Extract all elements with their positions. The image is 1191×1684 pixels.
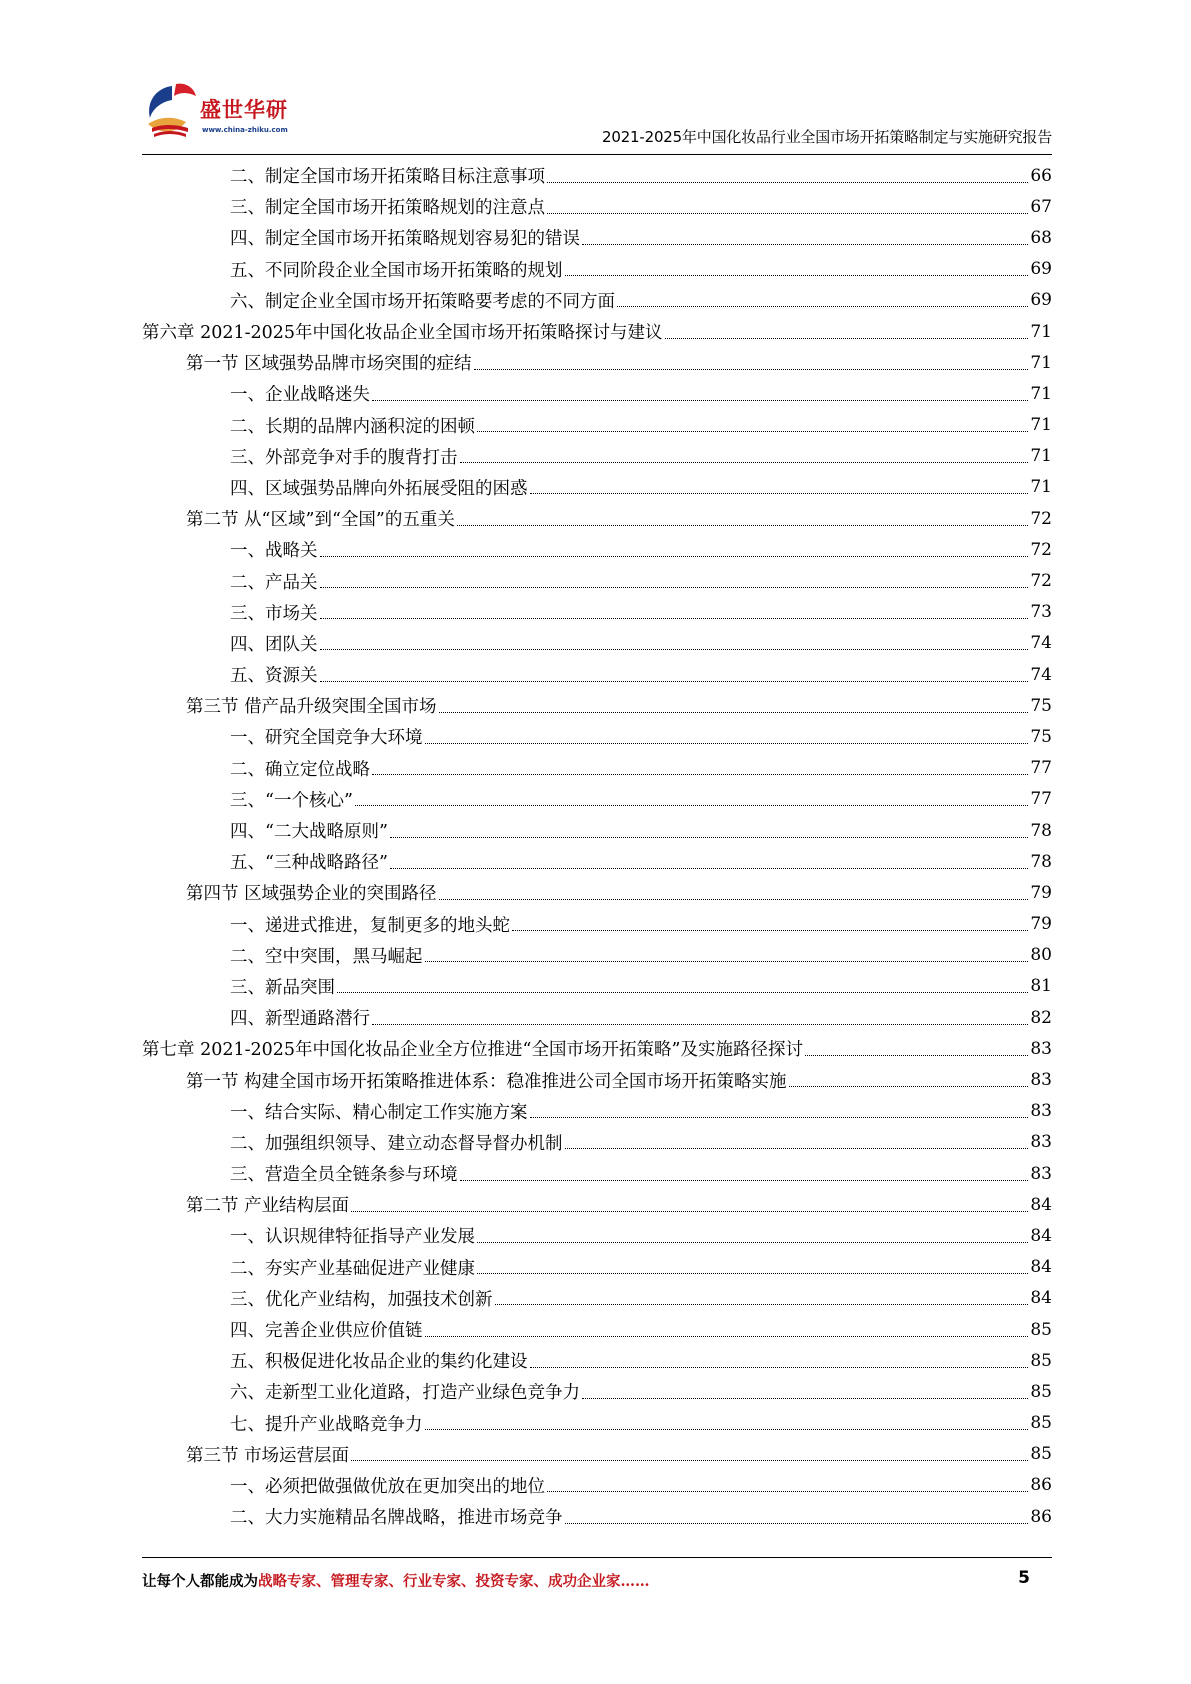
toc-entry-page: 74: [1030, 664, 1052, 685]
toc-entry-title: 第一节 构建全国市场开拓策略推进体系：稳准推进公司全国市场开拓策略实施: [186, 1071, 787, 1092]
toc-entry-title: 二、夯实产业基础促进产业健康: [230, 1258, 475, 1279]
toc-entry[interactable]: [142, 690, 1052, 721]
toc-entry-page: 71: [1030, 477, 1052, 498]
toc-dot-leader: [460, 461, 1029, 463]
toc-entry-title: 二、产品关: [230, 572, 318, 593]
toc-dot-leader: [320, 586, 1029, 588]
toc-entry[interactable]: [142, 877, 1052, 908]
toc-dot-leader: [530, 1366, 1029, 1368]
toc-entry-title: 一、必须把做强做优放在更加突出的地位: [230, 1476, 545, 1497]
toc-dot-leader: [337, 991, 1028, 993]
toc-entry-title: 三、营造全员全链条参与环境: [230, 1165, 458, 1186]
page-header: [142, 78, 1052, 150]
toc-entry[interactable]: [142, 503, 1052, 534]
toc-entry-title: 三、外部竞争对手的腹背打击: [230, 447, 458, 468]
toc-entry[interactable]: [142, 1408, 1052, 1439]
toc-entry-title: 三、“一个核心”: [230, 790, 353, 811]
toc-dot-leader: [582, 1397, 1028, 1399]
toc-entry[interactable]: [142, 1189, 1052, 1220]
toc-entry-page: 81: [1030, 976, 1052, 997]
toc-entry-title: 四、制定全国市场开拓策略规划容易犯的错误: [230, 229, 580, 250]
toc-dot-leader: [320, 617, 1029, 619]
toc-entry[interactable]: [142, 1314, 1052, 1345]
toc-dot-leader: [425, 1428, 1029, 1430]
toc-dot-leader: [565, 1147, 1029, 1149]
toc-entry-page: 86: [1030, 1475, 1052, 1496]
toc-entry-title: 二、大力实施精品名牌战略，推进市场竞争: [230, 1508, 563, 1529]
toc-entry-page: 84: [1030, 1257, 1052, 1278]
toc-entry[interactable]: [142, 909, 1052, 940]
toc-entry[interactable]: [142, 659, 1052, 690]
toc-entry-page: 75: [1030, 695, 1052, 716]
toc-entry-page: 69: [1030, 259, 1052, 280]
toc-entry-page: 72: [1030, 571, 1052, 592]
toc-dot-leader: [390, 867, 1028, 869]
toc-entry-page: 66: [1030, 165, 1052, 186]
toc-dot-leader: [477, 1272, 1028, 1274]
toc-entry-title: 五、资源关: [230, 666, 318, 687]
toc-entry[interactable]: [142, 534, 1052, 565]
toc-dot-leader: [547, 212, 1028, 214]
toc-entry-page: 77: [1030, 758, 1052, 779]
toc-entry-page: 85: [1030, 1413, 1052, 1434]
toc-entry-title: 四、团队关: [230, 634, 318, 655]
toc-entry[interactable]: [142, 378, 1052, 409]
toc-entry-page: 82: [1030, 1007, 1052, 1028]
toc-entry-page: 83: [1030, 1132, 1052, 1153]
toc-entry-page: 67: [1030, 196, 1052, 217]
page-footer: [142, 1570, 1052, 1600]
toc-entry-page: 83: [1030, 1070, 1052, 1091]
toc-dot-leader: [617, 305, 1028, 307]
toc-dot-leader: [789, 1085, 1029, 1087]
toc-entry-title: 第二节 产业结构层面: [186, 1196, 350, 1217]
toc-dot-leader: [547, 1490, 1028, 1492]
toc-entry[interactable]: [142, 160, 1052, 191]
footer-slogan-prefix: 让每个人都能成为: [142, 1573, 258, 1590]
toc-entry-title: 二、加强组织领导、建立动态督导督办机制: [230, 1133, 563, 1154]
toc-entry-page: 84: [1030, 1194, 1052, 1215]
toc-entry-title: 第三节 市场运营层面: [186, 1445, 350, 1466]
toc-entry[interactable]: [142, 971, 1052, 1002]
toc-dot-leader: [530, 1116, 1029, 1118]
toc-dot-leader: [320, 680, 1029, 682]
toc-entry-page: 83: [1030, 1163, 1052, 1184]
toc-entry-title: 五、“三种战略路径”: [230, 853, 388, 874]
toc-entry[interactable]: [142, 1376, 1052, 1407]
toc-entry-title: 一、研究全国竞争大环境: [230, 728, 423, 749]
toc-entry-title: 四、完善企业供应价值链: [230, 1321, 423, 1342]
toc-entry[interactable]: [142, 597, 1052, 628]
toc-entry-page: 85: [1030, 1444, 1052, 1465]
footer-slogan-roles: 战略专家、管理专家、行业专家、投资专家、成功企业家……: [258, 1573, 650, 1590]
toc-entry[interactable]: [142, 1127, 1052, 1158]
toc-dot-leader: [512, 929, 1028, 931]
toc-entry-page: 68: [1030, 227, 1052, 248]
toc-entry[interactable]: [142, 1002, 1052, 1033]
toc-entry-page: 72: [1030, 508, 1052, 529]
toc-entry-page: 71: [1030, 446, 1052, 467]
toc-entry-title: 六、制定企业全国市场开拓策略要考虑的不同方面: [230, 291, 615, 312]
toc-entry-title: 第四节 区域强势企业的突围路径: [186, 884, 437, 905]
toc-entry-page: 71: [1030, 352, 1052, 373]
toc-entry[interactable]: [142, 1096, 1052, 1127]
toc-dot-leader: [372, 1023, 1028, 1025]
toc-entry-page: 72: [1030, 539, 1052, 560]
toc-entry-title: 二、制定全国市场开拓策略目标注意事项: [230, 167, 545, 188]
toc-dot-leader: [805, 1054, 1028, 1056]
toc-entry[interactable]: [142, 815, 1052, 846]
toc-entry-title: 第六章 2021-2025年中国化妆品企业全国市场开拓策略探讨与建议: [142, 323, 663, 344]
toc-entry-title: 第七章 2021-2025年中国化妆品企业全方位推进“全国市场开拓策略”及实施路径探讨: [142, 1040, 803, 1061]
toc-entry[interactable]: [142, 1033, 1052, 1064]
toc-entry-title: 五、积极促进化妆品企业的集约化建设: [230, 1352, 528, 1373]
table-of-contents: [142, 160, 1052, 1532]
toc-entry[interactable]: [142, 441, 1052, 472]
toc-dot-leader: [530, 492, 1029, 494]
toc-entry[interactable]: [142, 1158, 1052, 1189]
toc-dot-leader: [372, 399, 1028, 401]
toc-dot-leader: [665, 337, 1029, 339]
toc-entry-page: 83: [1030, 1101, 1052, 1122]
toc-entry[interactable]: [142, 254, 1052, 285]
toc-entry[interactable]: [142, 1252, 1052, 1283]
toc-dot-leader: [320, 555, 1029, 557]
toc-entry-title: 三、优化产业结构，加强技术创新: [230, 1289, 493, 1310]
toc-entry-title: 四、“二大战略原则”: [230, 822, 388, 843]
toc-entry-page: 85: [1030, 1319, 1052, 1340]
toc-dot-leader: [351, 1459, 1028, 1461]
toc-entry-title: 四、区域强势品牌向外拓展受阻的困惑: [230, 478, 528, 499]
toc-dot-leader: [565, 274, 1029, 276]
toc-entry[interactable]: [142, 846, 1052, 877]
toc-entry[interactable]: [142, 1439, 1052, 1470]
toc-entry[interactable]: [142, 565, 1052, 596]
footer-divider: [142, 1557, 1052, 1558]
toc-entry-title: 四、新型通路潜行: [230, 1009, 370, 1030]
toc-entry[interactable]: [142, 628, 1052, 659]
toc-entry-title: 一、企业战略迷失: [230, 385, 370, 406]
toc-entry-page: 75: [1030, 726, 1052, 747]
toc-entry-title: 第一节 区域强势品牌市场突围的症结: [186, 354, 472, 375]
toc-entry-page: 71: [1030, 415, 1052, 436]
toc-entry-page: 84: [1030, 1288, 1052, 1309]
toc-entry[interactable]: [142, 1283, 1052, 1314]
toc-entry-title: 第二节 从“区域”到“全国”的五重关: [186, 510, 455, 531]
toc-dot-leader: [474, 368, 1029, 370]
toc-entry-title: 二、长期的品牌内涵积淀的困顿: [230, 416, 475, 437]
toc-entry[interactable]: [142, 316, 1052, 347]
toc-entry[interactable]: [142, 222, 1052, 253]
toc-entry[interactable]: [142, 1345, 1052, 1376]
toc-dot-leader: [495, 1303, 1029, 1305]
toc-entry-page: 73: [1030, 602, 1052, 623]
toc-entry-page: 79: [1030, 914, 1052, 935]
toc-entry-page: 84: [1030, 1225, 1052, 1246]
toc-entry[interactable]: [142, 1220, 1052, 1251]
toc-dot-leader: [351, 1210, 1028, 1212]
toc-entry-page: 74: [1030, 633, 1052, 654]
toc-entry-page: 85: [1030, 1350, 1052, 1371]
logo-emblem-icon: [142, 80, 204, 144]
toc-dot-leader: [547, 181, 1028, 183]
toc-dot-leader: [425, 742, 1029, 744]
toc-entry[interactable]: [142, 285, 1052, 316]
toc-entry-page: 69: [1030, 290, 1052, 311]
toc-entry-title: 三、新品突围: [230, 977, 335, 998]
toc-entry[interactable]: [142, 940, 1052, 971]
logo-url: www.china-zhiku.com: [202, 126, 288, 134]
page-number: 5: [1018, 1568, 1030, 1588]
toc-dot-leader: [439, 898, 1029, 900]
toc-entry[interactable]: [142, 1470, 1052, 1501]
header-divider: [142, 154, 1052, 155]
toc-entry[interactable]: [142, 721, 1052, 752]
toc-entry-title: 三、市场关: [230, 603, 318, 624]
toc-dot-leader: [477, 1241, 1028, 1243]
toc-entry[interactable]: [142, 472, 1052, 503]
toc-entry-title: 一、递进式推进，复制更多的地头蛇: [230, 915, 510, 936]
toc-entry-title: 六、走新型工业化道路，打造产业绿色竞争力: [230, 1383, 580, 1404]
toc-dot-leader: [457, 524, 1029, 526]
toc-entry-page: 86: [1030, 1506, 1052, 1527]
toc-entry-title: 三、制定全国市场开拓策略规划的注意点: [230, 198, 545, 219]
toc-dot-leader: [320, 648, 1029, 650]
toc-entry[interactable]: [142, 1501, 1052, 1532]
toc-entry-page: 83: [1030, 1038, 1052, 1059]
toc-entry-title: 第三节 借产品升级突围全国市场: [186, 697, 437, 718]
toc-dot-leader: [390, 836, 1028, 838]
toc-entry-title: 二、空中突围，黑马崛起: [230, 946, 423, 967]
company-logo: [142, 80, 312, 144]
toc-dot-leader: [582, 243, 1028, 245]
toc-dot-leader: [460, 1179, 1029, 1181]
toc-entry[interactable]: [142, 410, 1052, 441]
toc-entry[interactable]: [142, 347, 1052, 378]
toc-entry[interactable]: [142, 191, 1052, 222]
toc-entry-page: 71: [1030, 383, 1052, 404]
toc-entry-title: 一、结合实际、精心制定工作实施方案: [230, 1102, 528, 1123]
toc-dot-leader: [477, 430, 1028, 432]
toc-entry-page: 80: [1030, 945, 1052, 966]
toc-entry-title: 五、不同阶段企业全国市场开拓策略的规划: [230, 260, 563, 281]
report-title: 2021-2025年中国化妆品行业全国市场开拓策略制定与实施研究报告: [602, 128, 1052, 146]
toc-entry-page: 78: [1030, 851, 1052, 872]
toc-entry[interactable]: [142, 753, 1052, 784]
toc-entry-page: 77: [1030, 789, 1052, 810]
toc-dot-leader: [565, 1522, 1029, 1524]
toc-entry-page: 79: [1030, 882, 1052, 903]
toc-dot-leader: [425, 960, 1029, 962]
toc-entry-title: 七、提升产业战略竞争力: [230, 1414, 423, 1435]
toc-entry[interactable]: [142, 1064, 1052, 1095]
toc-entry[interactable]: [142, 784, 1052, 815]
toc-entry-page: 85: [1030, 1381, 1052, 1402]
toc-entry-page: 78: [1030, 820, 1052, 841]
toc-entry-title: 二、确立定位战略: [230, 759, 370, 780]
logo-name: 盛世华研: [200, 98, 288, 122]
toc-entry-page: 71: [1030, 321, 1052, 342]
toc-dot-leader: [372, 773, 1028, 775]
toc-entry-title: 一、认识规律特征指导产业发展: [230, 1227, 475, 1248]
toc-dot-leader: [439, 711, 1029, 713]
toc-dot-leader: [425, 1335, 1029, 1337]
toc-entry-title: 一、战略关: [230, 541, 318, 562]
toc-dot-leader: [355, 804, 1028, 806]
